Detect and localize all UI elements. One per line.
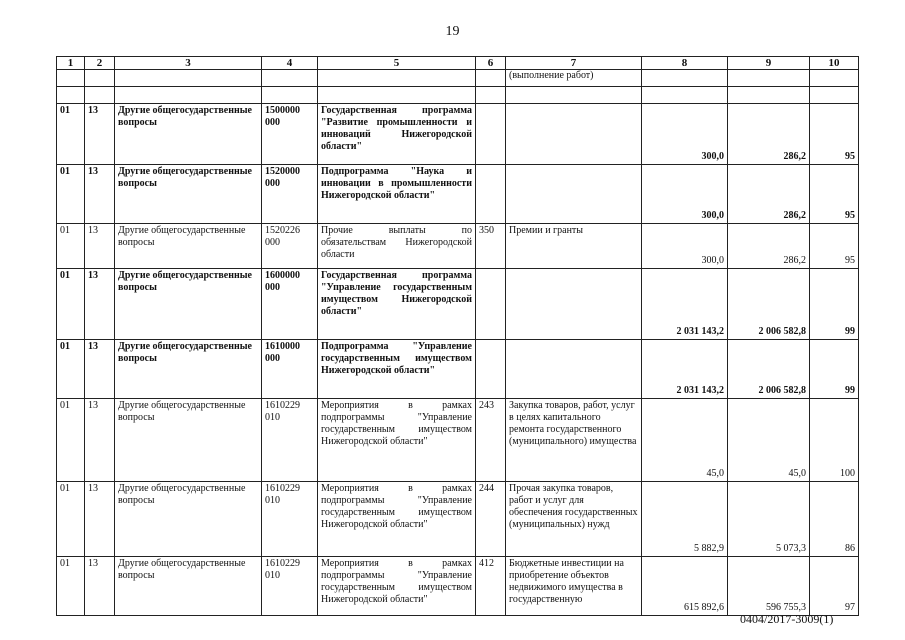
expense-type-code: 244 (476, 482, 506, 557)
section-code: 01 (57, 224, 85, 269)
continuation-text: (выполнение работ) (506, 70, 642, 87)
budget-table (56, 56, 859, 616)
expense-type-code (476, 104, 506, 165)
table-row (57, 224, 859, 269)
subsection-code: 13 (85, 165, 115, 224)
target-article-code: 1520226 000 (262, 224, 318, 269)
expense-type-name: Прочая закупка товаров, работ и услуг для обеспечения государственных (муниципальных) нужд (506, 482, 642, 557)
expense-type-name (506, 269, 642, 340)
section-code: 01 (57, 165, 85, 224)
target-article-name: Мероприятия в рамках подпрограммы "Управление государственным имуществом Нижегородской области" (318, 482, 476, 557)
planned-amount: 300,0 (642, 224, 728, 269)
header-cell: 2 (85, 57, 115, 70)
table-cell (642, 87, 728, 104)
expense-type-code (476, 269, 506, 340)
target-article-name: Мероприятия в рамках подпрограммы "Управление государственным имуществом Нижегородской области" (318, 399, 476, 482)
header-row (57, 57, 859, 70)
section-code: 01 (57, 399, 85, 482)
target-article-code: 1610000 000 (262, 340, 318, 399)
executed-amount: 2 006 582,8 (728, 269, 810, 340)
target-article-code: 1610229 010 (262, 399, 318, 482)
table-cell (728, 87, 810, 104)
subsection-code: 13 (85, 557, 115, 616)
header-cell: 9 (728, 57, 810, 70)
executed-amount: 5 073,3 (728, 482, 810, 557)
table-cell (476, 70, 506, 87)
header-cell: 4 (262, 57, 318, 70)
continuation-row (57, 70, 859, 87)
section-code: 01 (57, 104, 85, 165)
execution-percent: 100 (810, 399, 859, 482)
expense-type-name (506, 340, 642, 399)
section-name: Другие общегосударственные вопросы (115, 399, 262, 482)
table-cell (115, 70, 262, 87)
target-article-code: 1500000 000 (262, 104, 318, 165)
table-row (57, 482, 859, 557)
executed-amount: 45,0 (728, 399, 810, 482)
execution-percent: 99 (810, 340, 859, 399)
planned-amount: 5 882,9 (642, 482, 728, 557)
table-row (57, 340, 859, 399)
table-cell (318, 87, 476, 104)
header-cell: 7 (506, 57, 642, 70)
target-article-name: Подпрограмма "Управление государственным имуществом Нижегородской области" (318, 340, 476, 399)
header-cell: 8 (642, 57, 728, 70)
execution-percent: 95 (810, 224, 859, 269)
table-cell (85, 87, 115, 104)
expense-type-code (476, 340, 506, 399)
planned-amount: 300,0 (642, 165, 728, 224)
section-code: 01 (57, 269, 85, 340)
table-row (57, 269, 859, 340)
subsection-code: 13 (85, 340, 115, 399)
table-cell (476, 87, 506, 104)
section-code: 01 (57, 340, 85, 399)
document-code: 0404/2017-3009(1) (740, 612, 834, 626)
table-cell (57, 87, 85, 104)
table-row (57, 557, 859, 616)
expense-type-name: Закупка товаров, работ, услуг в целях капитального ремонта государственного (муниципального) имущества (506, 399, 642, 482)
planned-amount: 2 031 143,2 (642, 269, 728, 340)
table-cell (810, 87, 859, 104)
table-cell (728, 70, 810, 87)
execution-percent: 95 (810, 104, 859, 165)
planned-amount: 45,0 (642, 399, 728, 482)
table-cell (642, 70, 728, 87)
header-cell: 10 (810, 57, 859, 70)
planned-amount: 300,0 (642, 104, 728, 165)
header-cell: 3 (115, 57, 262, 70)
planned-amount: 615 892,6 (642, 557, 728, 616)
table-cell (57, 70, 85, 87)
table-cell (810, 70, 859, 87)
header-cell: 1 (57, 57, 85, 70)
expense-type-code (476, 165, 506, 224)
section-name: Другие общегосударственные вопросы (115, 224, 262, 269)
table-row (57, 104, 859, 165)
target-article-name: Мероприятия в рамках подпрограммы "Управление государственным имуществом Нижегородской области" (318, 557, 476, 616)
empty-row (57, 87, 859, 104)
target-article-name: Государственная программа "Развитие промышленности и инноваций Нижегородской области" (318, 104, 476, 165)
target-article-name: Государственная программа "Управление государственным имуществом Нижегородской области" (318, 269, 476, 340)
executed-amount: 286,2 (728, 224, 810, 269)
executed-amount: 286,2 (728, 104, 810, 165)
expense-type-code: 243 (476, 399, 506, 482)
table-cell (115, 87, 262, 104)
section-name: Другие общегосударственные вопросы (115, 340, 262, 399)
table-cell (506, 87, 642, 104)
section-name: Другие общегосударственные вопросы (115, 482, 262, 557)
executed-amount: 286,2 (728, 165, 810, 224)
section-name: Другие общегосударственные вопросы (115, 104, 262, 165)
section-code: 01 (57, 557, 85, 616)
target-article-code: 1610229 010 (262, 557, 318, 616)
planned-amount: 2 031 143,2 (642, 340, 728, 399)
expense-type-name (506, 165, 642, 224)
subsection-code: 13 (85, 399, 115, 482)
subsection-code: 13 (85, 269, 115, 340)
section-name: Другие общегосударственные вопросы (115, 557, 262, 616)
section-name: Другие общегосударственные вопросы (115, 165, 262, 224)
table-cell (85, 70, 115, 87)
execution-percent: 99 (810, 269, 859, 340)
section-code: 01 (57, 482, 85, 557)
header-cell: 5 (318, 57, 476, 70)
execution-percent: 95 (810, 165, 859, 224)
target-article-code: 1610229 010 (262, 482, 318, 557)
subsection-code: 13 (85, 482, 115, 557)
executed-amount: 2 006 582,8 (728, 340, 810, 399)
execution-percent: 97 (810, 557, 859, 616)
expense-type-name: Премии и гранты (506, 224, 642, 269)
expense-type-code: 350 (476, 224, 506, 269)
target-article-code: 1520000 000 (262, 165, 318, 224)
expense-type-name: Бюджетные инвестиции на приобретение объектов недвижимого имущества в государственную (506, 557, 642, 616)
table-cell (262, 70, 318, 87)
subsection-code: 13 (85, 104, 115, 165)
table-row (57, 399, 859, 482)
table-row (57, 165, 859, 224)
header-cell: 6 (476, 57, 506, 70)
target-article-name: Прочие выплаты по обязательствам Нижегородской области (318, 224, 476, 269)
target-article-name: Подпрограмма "Наука и инновации в промышленности Нижегородской области" (318, 165, 476, 224)
subsection-code: 13 (85, 224, 115, 269)
executed-amount: 596 755,3 (728, 557, 810, 616)
table-cell (318, 70, 476, 87)
expense-type-name (506, 104, 642, 165)
expense-type-code: 412 (476, 557, 506, 616)
execution-percent: 86 (810, 482, 859, 557)
table-cell (262, 87, 318, 104)
page-number: 19 (445, 24, 460, 39)
section-name: Другие общегосударственные вопросы (115, 269, 262, 340)
target-article-code: 1600000 000 (262, 269, 318, 340)
